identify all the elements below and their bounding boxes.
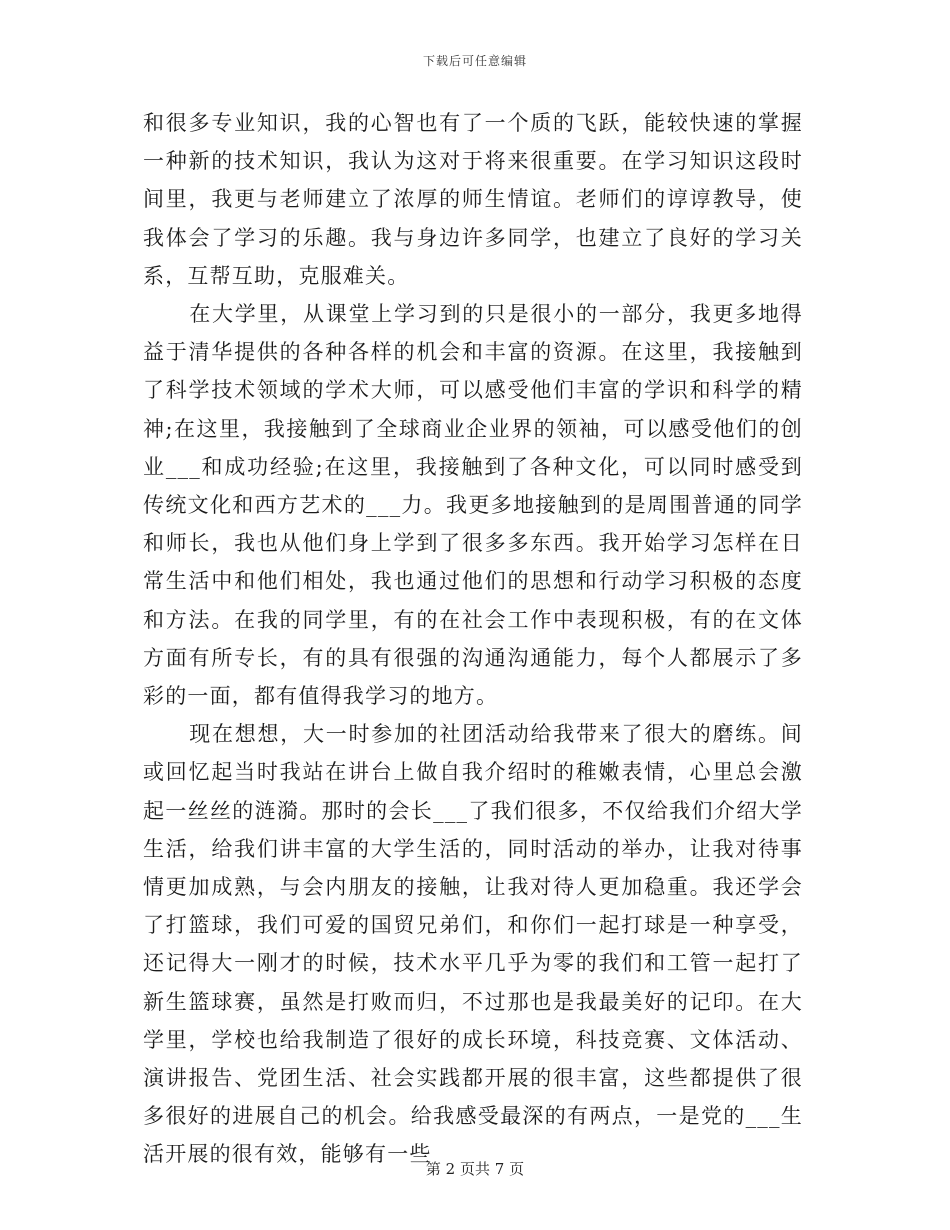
document-body	[143, 104, 803, 1174]
paragraph-1: 和很多专业知识，我的心智也有了一个质的飞跃，能较快速的掌握一种新的技术知识，我认为这对于将来很重要。在学习知识这段时间里，我更与老师建立了浓厚的师生情谊。老师们的谆谆教导，使我体会了学习的乐趣。我与身边许多同学，也建立了良好的学习关系，互帮互助，克服难关。	[143, 111, 803, 288]
page-header: 下载后可任意编辑	[422, 54, 527, 68]
paragraph-3: 现在想想，大一时参加的社团活动给我带来了很大的磨练。间或回忆起当时我站在讲台上做自我介绍时的稚嫩表情，心里总会激起一丝丝的涟漪。那时的会长___了我们很多，不仅给我们介绍大学生活，给我们讲丰富的大学生活的，同时活动的举办，让我对待事情更加成熟，与会内朋友的接触，让我对待人更加稳重。我还学会了打篮球，我们可爱的国贸兄弟们，和你们一起打球是一种享受，还记得大一刚才的时候，技术水平几乎为零的我们和工管一起打了新生篮球赛，虽然是打败而归，不过那也是我最美好的记印。在大学里，学校也给我制造了很好的成长环境，科技竞赛、文体活动、演讲报告、党团生活、社会实践都开展的很丰富，这些都提供了很多很好的进展自己的机会。给我感受最深的有两点，一是党的___生活开展的很有效，能够有一些	[143, 722, 803, 1167]
page-footer: 第 2 页共 7 页	[425, 1160, 525, 1178]
paragraph-2: 在大学里，从课堂上学习到的只是很小的一部分，我更多地得益于清华提供的各种各样的机会和丰富的资源。在这里，我接触到了科学技术领域的学术大师，可以感受他们丰富的学识和科学的精神;在这里，我接触到了全球商业企业界的领袖，可以感受他们的创业___和成功经验;在这里，我接触到了各种文化，可以同时感受到传统文化和西方艺术的___力。我更多地接触到的是周围普通的同学和师长，我也从他们身上学到了很多多东西。我开始学习怎样在日常生活中和他们相处，我也通过他们的思想和行动学习积极的态度和方法。在我的同学里，有的在社会工作中表现积极，有的在文体方面有所专长，有的具有很强的沟通沟通能力，每个人都展示了多彩的一面，都有值得我学习的地方。	[143, 302, 803, 709]
